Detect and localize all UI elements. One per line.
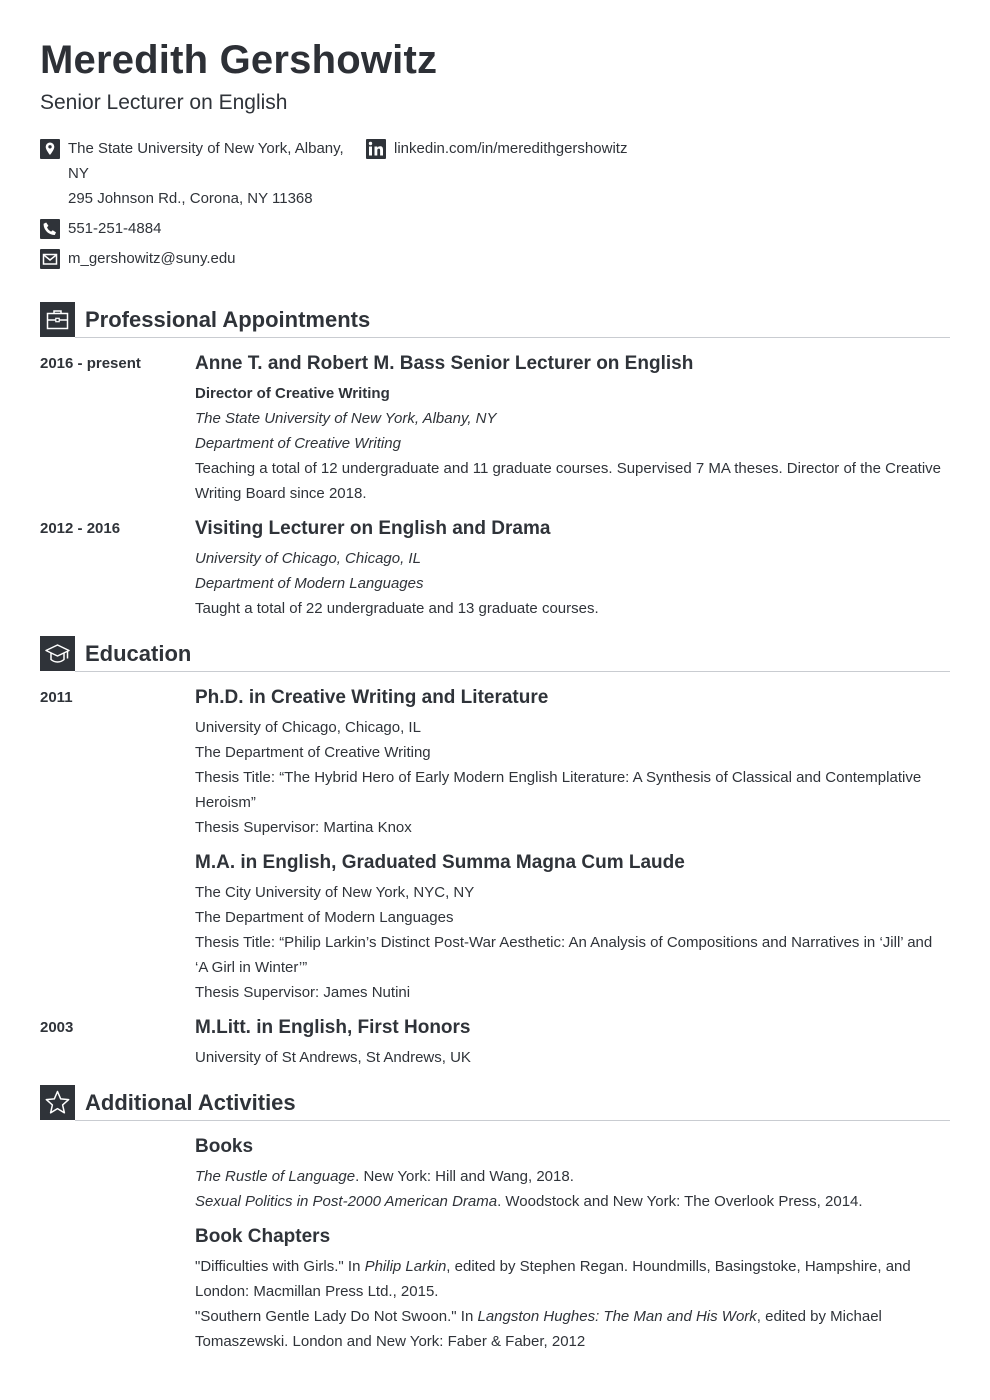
section-title-activities: Additional Activities xyxy=(85,1090,296,1115)
thesis-title: Thesis Title: “The Hybrid Hero of Early Modern English Literature: A Synthesis of Classical and Contemplative xyxy=(195,769,922,786)
appointment-description: Writing Board since 2018. xyxy=(195,485,367,502)
section-divider xyxy=(75,671,950,672)
appointment-role: Director of Creative Writing xyxy=(195,385,390,402)
chapter-item: Tomaszewski. London and New York: Faber & Faber, 2012 xyxy=(195,1333,586,1350)
appointment-title: Visiting Lecturer on English and Drama xyxy=(195,518,551,539)
star-icon xyxy=(40,1085,75,1120)
education-institution: University of Chicago, Chicago, IL xyxy=(195,719,421,736)
thesis-title: Heroism” xyxy=(195,794,256,811)
degree-title: M.Litt. in English, First Honors xyxy=(195,1017,471,1038)
appointment-institution: The State University of New York, Albany, NY xyxy=(195,410,497,427)
phone-number[interactable]: 551-251-4884 xyxy=(68,220,162,237)
education-department: The Department of Creative Writing xyxy=(195,744,431,761)
section-title-education: Education xyxy=(85,641,192,666)
education-department: The Department of Modern Languages xyxy=(195,909,454,926)
contact-email[interactable] xyxy=(40,246,300,271)
graduation-cap-icon xyxy=(40,636,75,671)
degree-title: M.A. in English, Graduated Summa Magna Cum Laude xyxy=(195,852,685,873)
education-entry xyxy=(195,1016,950,1070)
appointment-description: Teaching a total of 12 undergraduate and 11 graduate courses. Supervised 7 MA theses. Director of the Creative xyxy=(195,460,942,477)
linkedin-url[interactable]: linkedin.com/in/meredithgershowitz xyxy=(394,140,628,157)
briefcase-icon xyxy=(40,302,75,337)
degree-title: Ph.D. in Creative Writing and Literature xyxy=(195,687,549,708)
appointment-title: Anne T. and Robert M. Bass Senior Lecturer on English xyxy=(195,353,694,374)
address-line-1: The State University of New York, Albany, xyxy=(68,140,344,157)
phone-icon xyxy=(40,219,60,239)
linkedin-icon xyxy=(366,139,386,159)
thesis-title: ‘A Girl in Winter’” xyxy=(195,959,308,976)
education-date: 2011 xyxy=(40,689,73,706)
education-entry xyxy=(195,686,950,840)
email-address[interactable]: m_gershowitz@suny.edu xyxy=(68,250,236,267)
section-title-appointments: Professional Appointments xyxy=(85,307,371,332)
education-entry xyxy=(195,851,950,1005)
candidate-name: Meredith Gershowitz xyxy=(40,38,438,82)
chapter-item: "Southern Gentle Lady Do Not Swoon." In Langston Hughes: The Man and His Work, edited by Michael xyxy=(195,1308,882,1325)
appointment-entry xyxy=(195,517,950,621)
book-chapters-entry xyxy=(195,1225,950,1354)
contact-phone[interactable] xyxy=(40,216,300,241)
education-institution: The City University of New York, NYC, NY xyxy=(195,884,475,901)
address-line-3: 295 Johnson Rd., Corona, NY 11368 xyxy=(68,190,313,207)
appointment-description: Taught a total of 22 undergraduate and 13 graduate courses. xyxy=(195,600,599,617)
appointment-date: 2012 - 2016 xyxy=(40,520,121,537)
book-item: The Rustle of Language. New York: Hill and Wang, 2018. xyxy=(195,1168,574,1185)
appointment-entry xyxy=(195,352,950,506)
section-divider xyxy=(75,337,950,338)
chapter-item: "Difficulties with Girls." In Philip Larkin, edited by Stephen Regan. Houndmills, Basingstoke, Hampshire, and xyxy=(195,1258,911,1275)
section-header-activities xyxy=(40,1085,950,1121)
books-title: Books xyxy=(195,1136,254,1157)
contact-linkedin[interactable] xyxy=(366,136,666,161)
candidate-title: Senior Lecturer on English xyxy=(40,91,288,114)
thesis-supervisor: Thesis Supervisor: Martina Knox xyxy=(195,819,412,836)
contact-address xyxy=(40,136,360,211)
education-date: 2003 xyxy=(40,1019,74,1036)
appointment-institution: University of Chicago, Chicago, IL xyxy=(195,550,421,567)
envelope-icon xyxy=(40,249,60,269)
book-chapters-title: Book Chapters xyxy=(195,1226,331,1247)
section-divider xyxy=(75,1120,950,1121)
section-header-appointments xyxy=(40,302,950,338)
books-entry xyxy=(195,1135,950,1214)
thesis-supervisor: Thesis Supervisor: James Nutini xyxy=(195,984,411,1001)
appointment-date: 2016 - present xyxy=(40,355,141,372)
section-header-education xyxy=(40,636,950,672)
book-item: Sexual Politics in Post-2000 American Drama. Woodstock and New York: The Overlook Press, 2014. xyxy=(195,1193,863,1210)
location-pin-icon xyxy=(40,139,60,159)
appointment-department: Department of Modern Languages xyxy=(195,575,424,592)
appointment-department: Department of Creative Writing xyxy=(195,435,401,452)
education-institution: University of St Andrews, St Andrews, UK xyxy=(195,1049,471,1066)
thesis-title: Thesis Title: “Philip Larkin’s Distinct Post-War Aesthetic: An Analysis of Compositions and Narratives in ‘Jill’ and xyxy=(195,934,933,951)
chapter-item: London: Macmillan Press Ltd., 2015. xyxy=(195,1283,439,1300)
address-line-2: NY xyxy=(68,165,89,182)
